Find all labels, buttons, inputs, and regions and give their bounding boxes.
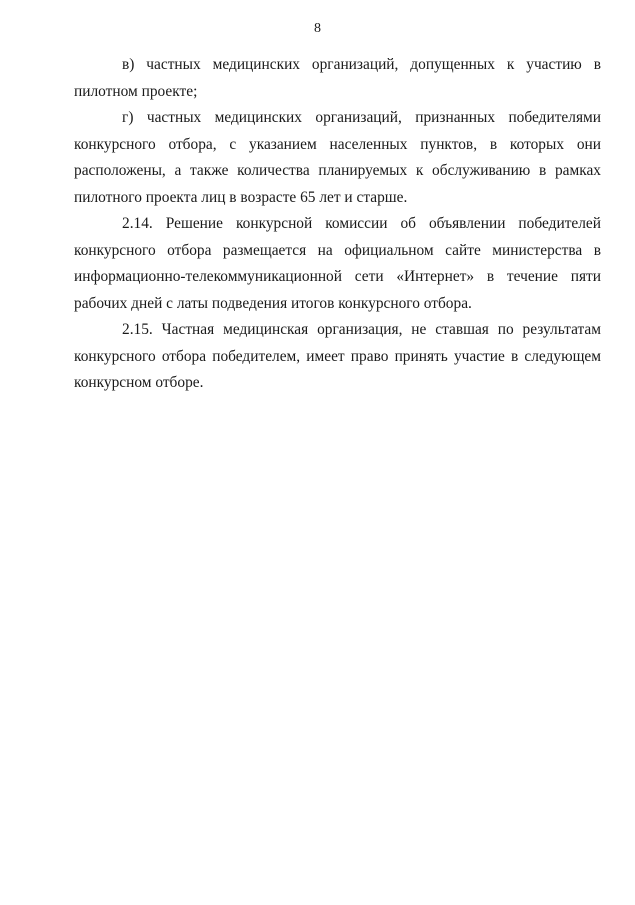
paragraph-item-g: г) частных медицинских организаций, признанных победителями конкурсного отбора, с указанием населенных пунктов, в которых они расположены, а также количества планируемых к обслуживанию в рамках пилотного проекта лиц в возрасте 65 лет и старше. [74, 109, 601, 206]
paragraph-item-v: в) частных медицинских организаций, допущенных к участию в пилотном проекте; [74, 56, 601, 100]
document-body [74, 52, 601, 397]
page-number: 8 [314, 21, 321, 36]
paragraph-2-14: 2.14. Решение конкурсной комиссии об объявлении победителей конкурсного отбора размещается на официальном сайте министерства в информационно-телекоммуникационной сети «Интернет» в течение пяти рабочих дней с латы подведения итогов конкурсного отбора. [74, 215, 601, 312]
paragraph-2-15: 2.15. Частная медицинская организация, не ставшая по результатам конкурсного отбора победителем, имеет право принять участие в следующем конкурсном отборе. [74, 321, 601, 391]
